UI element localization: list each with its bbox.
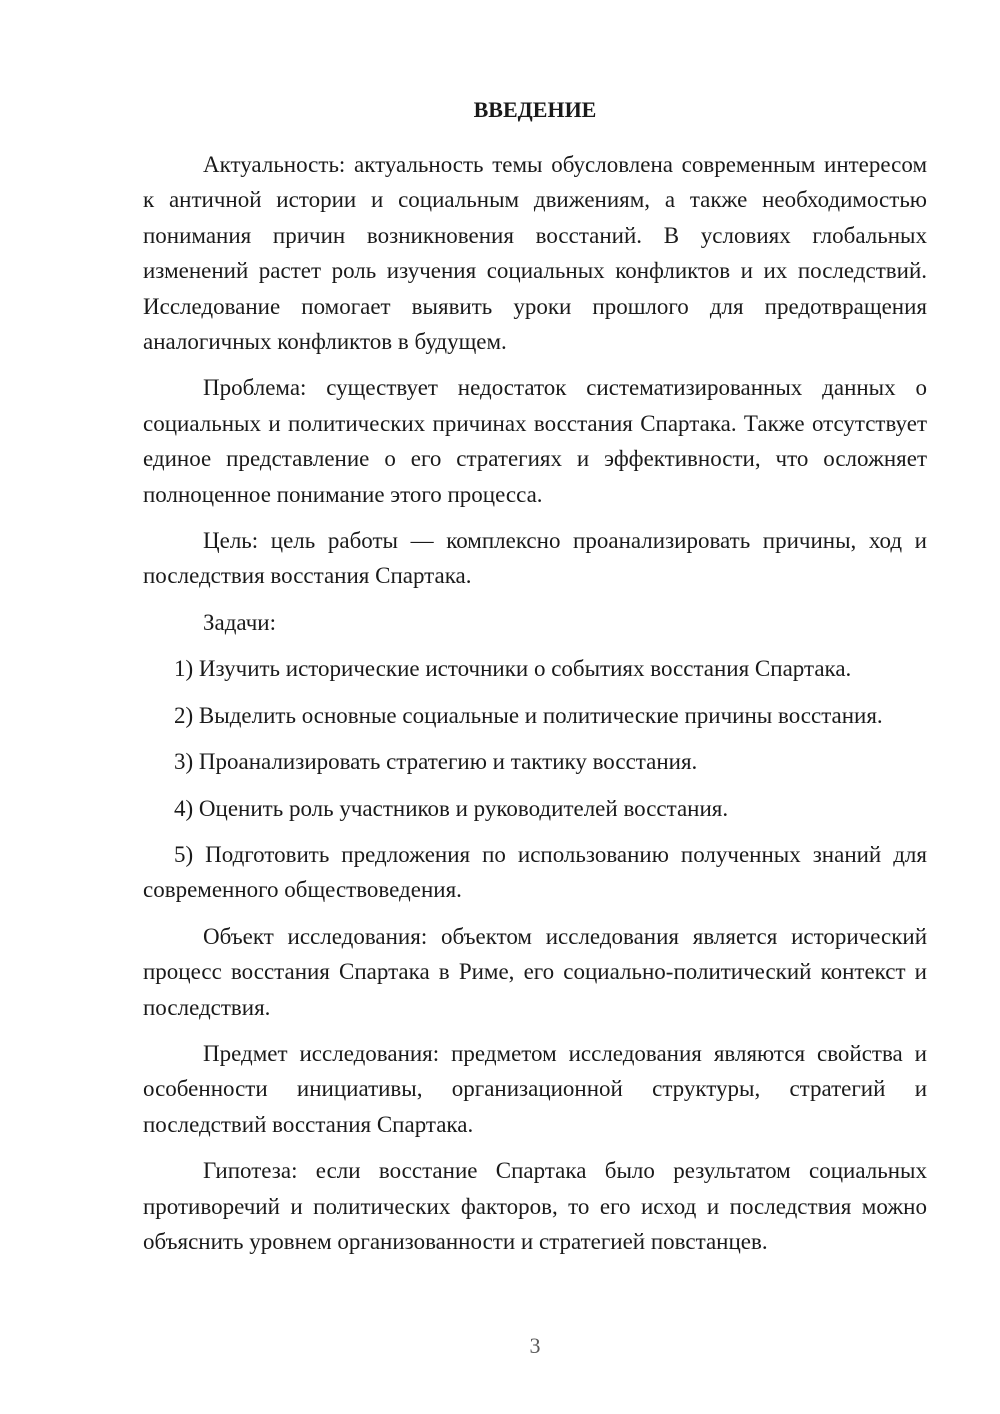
paragraph-relevance: Актуальность: актуальность темы обусловлена современным интересом к античной истории и социальным движениям, а также необходимостью понимания причин возникновения восстаний. В условиях глобальных изменений растет роль изучения социальных конфликтов и их последствий. Исследование помогает выявить уроки прошлого для предотвращения аналогичных конфликтов в будущем. (143, 152, 927, 355)
task-item: 4) Оценить роль участников и руководителей восстания. (174, 795, 729, 821)
paragraph-problem: Проблема: существует недостаток систематизированных данных о социальных и политических причинах восстания Спартака. Также отсутствует единое представление о его стратегиях и эффективности, что осложняет полноценное понимание этого процесса. (143, 375, 927, 507)
task-item: 5) Подготовить предложения по использованию полученных знаний для современного обществоведения. (143, 841, 927, 903)
section-title: ВВЕДЕНИЕ (473, 97, 597, 122)
document-page (143, 92, 927, 1270)
task-item: 2) Выделить основные социальные и политические причины восстания. (174, 702, 883, 728)
paragraph-goal: Цель: цель работы — комплексно проанализировать причины, ход и последствия восстания Спартака. (143, 528, 927, 589)
page-number: 3 (529, 1333, 541, 1358)
paragraph-subject: Предмет исследования: предметом исследования являются свойства и особенности инициативы, организационной структуры, стратегий и последствий восстания Спартака. (143, 1040, 927, 1137)
task-item: 3) Проанализировать стратегию и тактику восстания. (174, 749, 698, 775)
task-item: 1) Изучить исторические источники о событиях восстания Спартака. (174, 656, 852, 682)
paragraph-object: Объект исследования: объектом исследования является исторический процесс восстания Спартака в Риме, его социально-политический контекст и последствия. (143, 923, 927, 1020)
paragraph-hypothesis: Гипотеза: если восстание Спартака было результатом социальных противоречий и политических факторов, то его исход и последствия можно объяснить уровнем организованности и стратегией повстанцев. (143, 1158, 927, 1254)
paragraph-tasks-heading: Задачи: (203, 609, 276, 635)
